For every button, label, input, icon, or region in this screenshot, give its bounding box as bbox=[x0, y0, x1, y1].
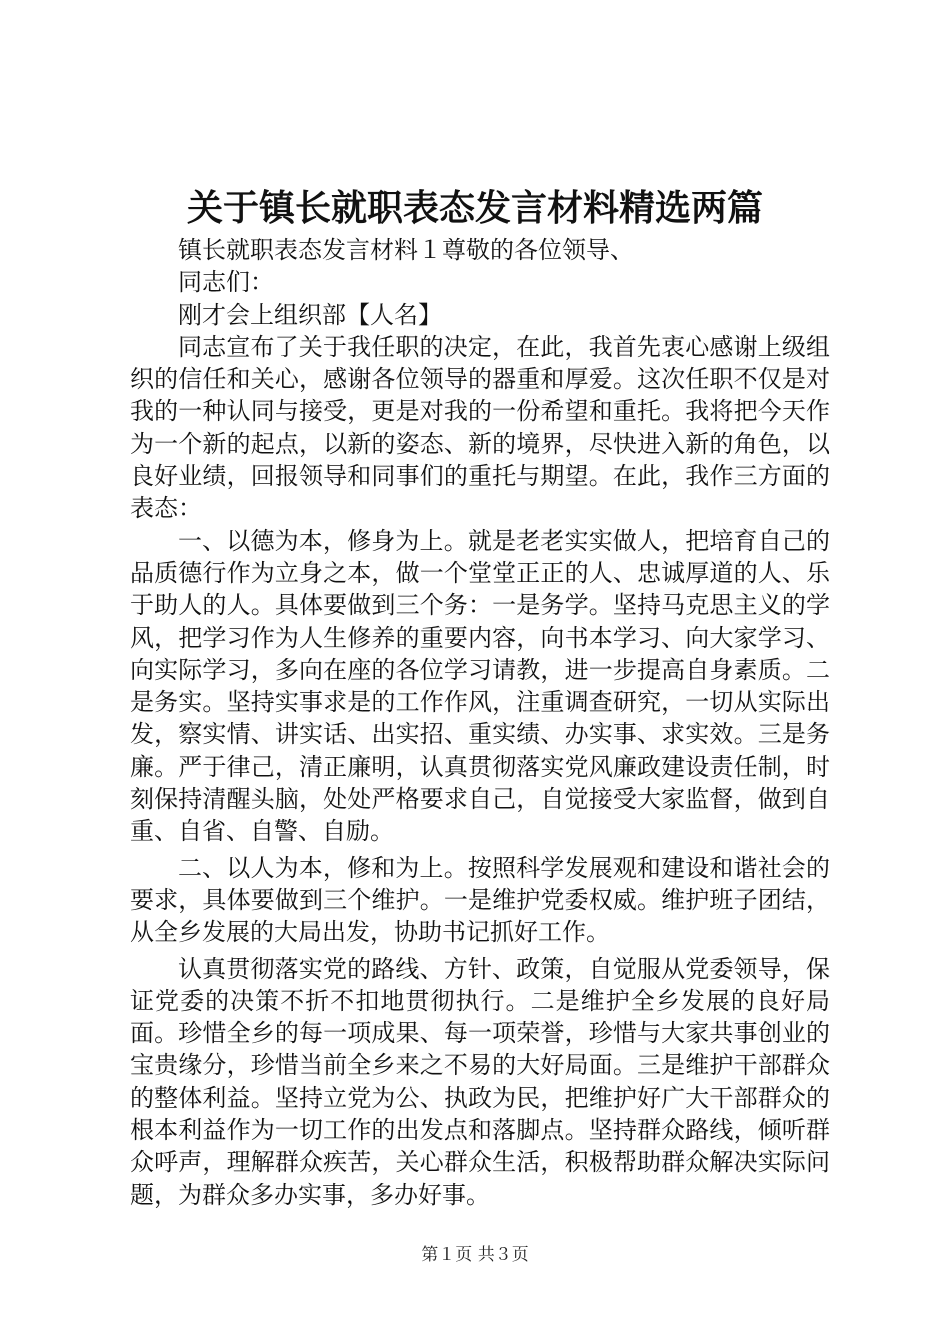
document-body bbox=[130, 234, 830, 1211]
paragraph-point-two-continued: 认真贯彻落实党的路线、方针、政策，自觉服从党委领导，保证党委的决策不折不扣地贯彻执行。二是维护全乡发展的良好局面。珍惜全乡的每一项成果、每一项荣誉，珍惜与大家共事创业的宝贵缘分，珍惜当前全乡来之不易的大好局面。三是维护干部群众的整体利益。坚持立党为公、执政为民，把维护好广大干部群众的根本利益作为一切工作的出发点和落脚点。坚持群众路线，倾听群众呼声，理解群众疾苦，关心群众生活，积极帮助群众解决实际问题，为群众多办实事，多办好事。 bbox=[130, 954, 830, 1209]
paragraph-intro: 刚才会上组织部【人名】 bbox=[178, 300, 442, 329]
paragraph-statement: 同志宣布了关于我任职的决定，在此，我首先衷心感谢上级组织的信任和关心，感谢各位领导的器重和厚爱。这次任职不仅是对我的一种认同与接受，更是对我的一份希望和重托。我将把今天作为一个新的起点，以新的姿态、新的境界，尽快进入新的角色，以良好业绩，回报领导和同事们的重托与期望。在此，我作三方面的表态： bbox=[130, 332, 830, 523]
paragraph-point-two: 二、以人为本，修和为上。按照科学发展观和建设和谐社会的要求，具体要做到三个维护。一是维护党委权威。维护班子团结，从全乡发展的大局出发，协助书记抓好工作。 bbox=[130, 853, 830, 947]
document-title: 关于镇长就职表态发言材料精选两篇 bbox=[186, 187, 763, 229]
page-footer: 第１页 共３页 bbox=[421, 1245, 529, 1265]
paragraph-salutation-2: 同志们： bbox=[178, 268, 274, 297]
paragraph-point-one: 一、以德为本，修身为上。就是老老实实做人，把培育自己的品质德行作为立身之本，做一个堂堂正正的人、忠诚厚道的人、乐于助人的人。具体要做到三个务：一是务学。坚持马克思主义的学风，把学习作为人生修养的重要内容，向书本学习、向大家学习、向实际学习，多向在座的各位学习请教，进一步提高自身素质。二是务实。坚持实事求是的工作作风，注重调查研究，一切从实际出发，察实情、讲实话、出实招、重实绩、办实事、求实效。三是务廉。严于律己，清正廉明，认真贯彻落实党风廉政建设责任制，时刻保持清醒头脑，处处严格要求自己，自觉接受大家监督，做到自重、自省、自警、自励。 bbox=[130, 526, 830, 846]
paragraph-salutation-1: 镇长就职表态发言材料１尊敬的各位领导、 bbox=[178, 236, 634, 264]
